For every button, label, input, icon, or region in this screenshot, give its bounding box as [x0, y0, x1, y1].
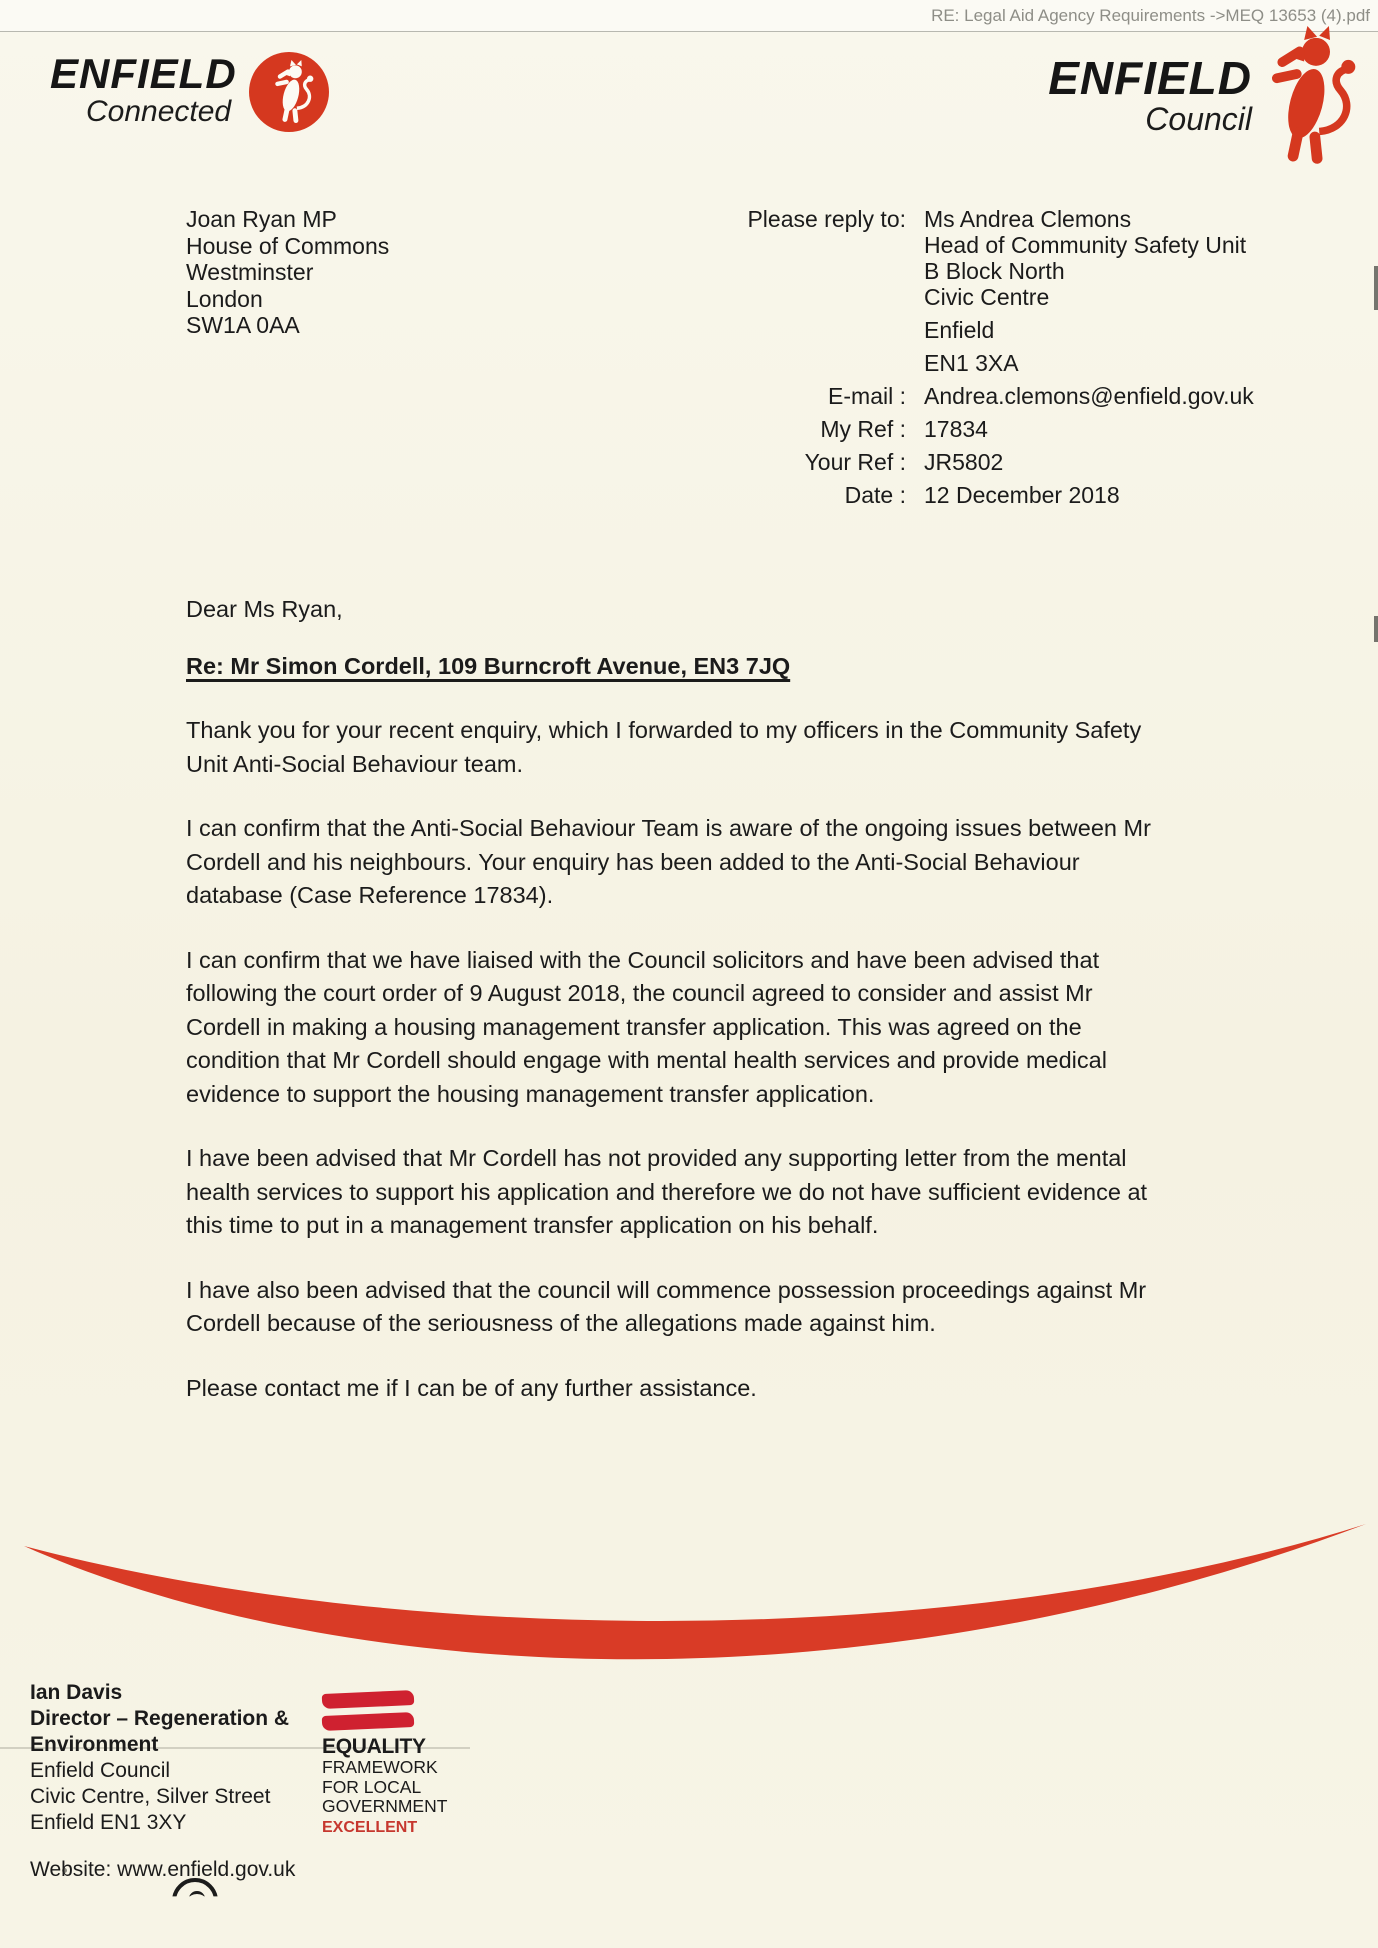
pdf-title: RE: Legal Aid Agency Requirements ->MEQ 13653 (4).pdf: [931, 5, 1370, 25]
equality-stripe-icon: [322, 1712, 415, 1731]
reply-row: Civic Centre: [924, 284, 1050, 310]
reply-row-yourref: Your Ref : JR5802: [804, 449, 1004, 475]
reply-details-block: [558, 206, 1254, 508]
council-tagline: Council: [1145, 101, 1252, 137]
recipient-line: London: [186, 285, 263, 312]
reply-row: Enfield: [924, 317, 995, 343]
reply-row-email: E-mail : Andrea.clemons@enfield.gov.uk: [828, 383, 1254, 409]
reply-row: B Block North: [924, 258, 1065, 284]
scan-edge-artifact: [1374, 266, 1378, 310]
equality-logo-text: FRAMEWORK: [322, 1757, 438, 1777]
recipient-line: Joan Ryan MP: [186, 206, 337, 232]
footer-address-line: Enfield EN1 3XY: [30, 1811, 187, 1834]
signatory-title: Director – Regeneration &: [30, 1707, 290, 1730]
paragraph: Thank you for your recent enquiry, which I forwarded to my officers in the Community Safety Unit Anti-Social Behaviour team.: [186, 717, 1142, 777]
paragraph: I can confirm that the Anti-Social Behaviour Team is aware of the ongoing issues between Mr Cordell and his neighbours. Your enquiry has been added to the Anti-Social Behaviour database (Case Reference 17834).: [186, 815, 1151, 908]
scan-edge-artifact: [1374, 616, 1378, 642]
recipient-line: SW1A 0AA: [186, 312, 300, 338]
paragraph: I have also been advised that the council will commence possession proceedings against Mr Cordell because of the seriousness of the allegations made against him.: [186, 1276, 1147, 1336]
equality-logo-text: FOR LOCAL: [322, 1776, 422, 1797]
reply-row-myref: My Ref : 17834: [820, 416, 988, 442]
letter-body: [186, 596, 1171, 1436]
subject-line: Re: Mr Simon Cordell, 109 Burncroft Avenue, EN3 7JQ: [186, 653, 791, 679]
footer-address-line: Enfield Council: [30, 1759, 171, 1782]
equality-logo-excellent: EXCELLENT: [322, 1818, 418, 1836]
equality-logo-text: GOVERNMENT: [322, 1796, 448, 1816]
enfield-wordmark: ENFIELD: [1048, 52, 1252, 104]
recipient-line: House of Commons: [186, 232, 390, 259]
enfield-lion-icon: [264, 60, 314, 124]
signature-block: [30, 1680, 295, 1883]
signatory-title: Environment: [30, 1733, 159, 1756]
paragraph: I have been advised that Mr Cordell has not provided any supporting letter from the mental health services to support his application and therefore we do not have sufficient evidence at this time to put in a management transfer application on his behalf.: [186, 1145, 1148, 1238]
enfield-lion-roundel-icon: [249, 52, 329, 132]
reply-row: Head of Community Safety Unit: [924, 232, 1247, 258]
enfield-lion-icon: [1228, 26, 1376, 166]
salutation: Dear Ms Ryan,: [186, 596, 343, 622]
enfield-connected-logo: [50, 52, 329, 132]
closing-line: Please contact me if I can be of any further assistance.: [186, 1374, 757, 1401]
reply-row: EN1 3XA: [924, 350, 1019, 376]
connected-tagline: Connected: [86, 95, 232, 128]
recipient-address: [186, 206, 389, 339]
cropped-page-number-mark: [172, 1878, 218, 1924]
equality-stripe-icon: [322, 1690, 415, 1709]
enfield-council-logo: [1048, 26, 1376, 166]
reply-row-date: Date : 12 December 2018: [844, 482, 1120, 508]
reply-row: Please reply to: Ms Andrea Clemons: [747, 206, 1132, 232]
signatory-name: Ian Davis: [30, 1681, 123, 1704]
paragraph: I can confirm that we have liaised with the Council solicitors and have been advised that following the court order of 9 August 2018, the council agreed to consider and assist Mr Cordell in making a housing management transfer application. This was agreed on the condition that Mr Cordell should engage with mental health services and provide medical evidence to support the housing management transfer application.: [186, 946, 1107, 1107]
footer-address-line: Civic Centre, Silver Street: [30, 1785, 271, 1808]
recipient-line: Westminster: [186, 259, 314, 285]
equality-logo-text: EQUALITY: [322, 1735, 426, 1758]
enfield-wordmark: ENFIELD: [50, 50, 237, 97]
website-line: Website: www.enfield.gov.uk: [30, 1858, 296, 1881]
equality-framework-logo: [322, 1692, 472, 1837]
